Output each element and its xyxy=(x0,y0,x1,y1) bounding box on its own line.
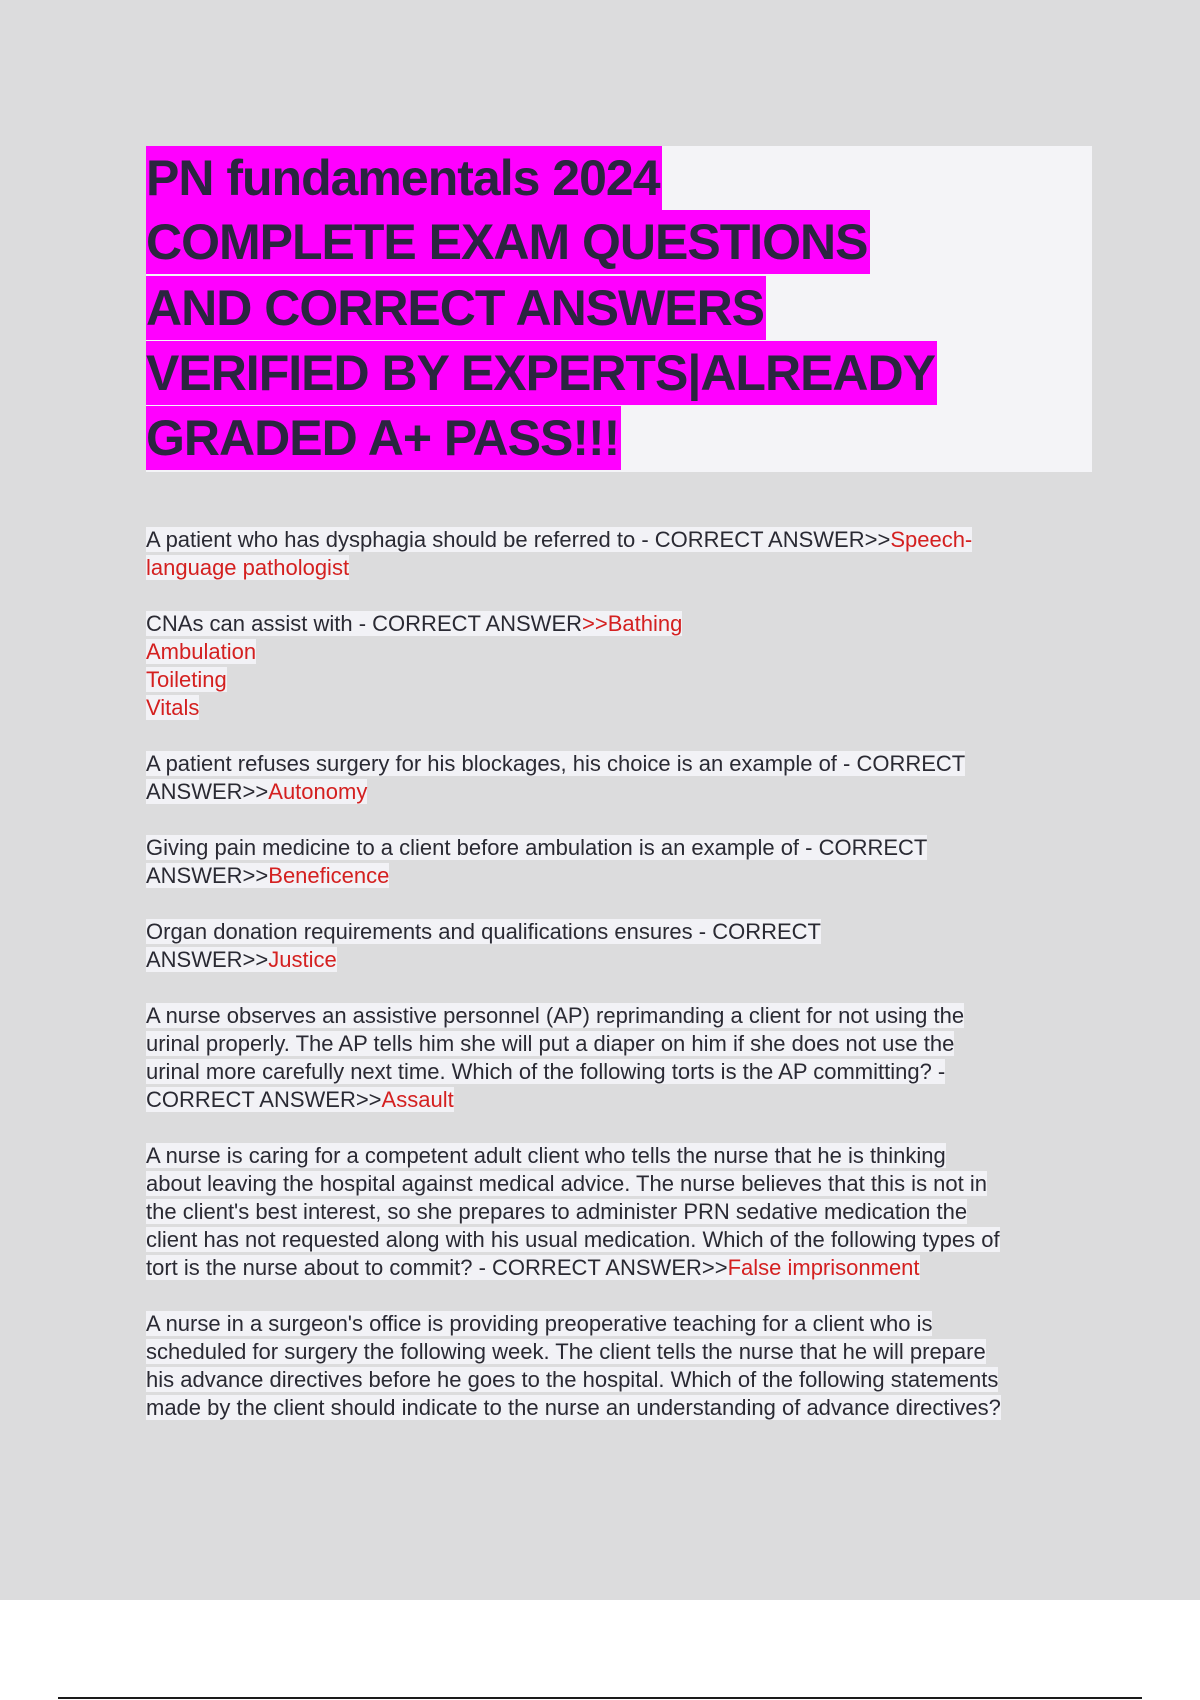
answer-text: False imprisonment xyxy=(727,1255,920,1280)
answer-text: >>Bathing xyxy=(582,611,683,636)
qa-line xyxy=(146,834,1086,862)
title-line: PN fundamentals 2024 xyxy=(146,146,662,210)
question-text: his advance directives before he goes to the hospital. Which of the following statements xyxy=(146,1367,999,1392)
qa-line xyxy=(146,862,1086,890)
qa-line xyxy=(146,750,1086,778)
question-text: A nurse in a surgeon's office is providing preoperative teaching for a client who is xyxy=(146,1311,933,1336)
question-text: ANSWER>> xyxy=(146,863,269,888)
answer-text: Speech- xyxy=(890,527,973,552)
qa-line xyxy=(146,1002,1086,1030)
title-line: VERIFIED BY EXPERTS|ALREADY xyxy=(146,341,937,405)
qa-item xyxy=(146,1310,1086,1422)
question-text: scheduled for surgery the following week. The client tells the nurse that he will prepare xyxy=(146,1339,986,1364)
qa-line xyxy=(146,1058,1086,1086)
qa-line xyxy=(146,1366,1086,1394)
qa-line xyxy=(146,1338,1086,1366)
answer-text: Toileting xyxy=(146,667,227,692)
qa-item xyxy=(146,526,1086,582)
question-text: A nurse observes an assistive personnel (AP) reprimanding a client for not using the xyxy=(146,1003,965,1028)
answer-text: Ambulation xyxy=(146,639,257,664)
qa-line xyxy=(146,1226,1086,1254)
qa-item xyxy=(146,1002,1086,1114)
question-text: tort is the nurse about to commit? - CORRECT ANSWER>> xyxy=(146,1255,728,1280)
qa-line xyxy=(146,1254,1086,1282)
question-text: CNAs can assist with - CORRECT ANSWER xyxy=(146,611,583,636)
question-text: Organ donation requirements and qualifications ensures - CORRECT xyxy=(146,919,821,944)
qa-line xyxy=(146,694,1086,722)
qa-item xyxy=(146,1142,1086,1282)
question-text: A nurse is caring for a competent adult client who tells the nurse that he is thinking xyxy=(146,1143,946,1168)
answer-text: Justice xyxy=(268,947,337,972)
qa-line xyxy=(146,554,1086,582)
question-text: A patient refuses surgery for his blockages, his choice is an example of - CORRECT xyxy=(146,751,966,776)
question-text: about leaving the hospital against medical advice. The nurse believes that this is not in xyxy=(146,1171,987,1196)
answer-text: language pathologist xyxy=(146,555,350,580)
qa-line xyxy=(146,1310,1086,1338)
qa-line xyxy=(146,666,1086,694)
qa-item xyxy=(146,834,1086,890)
question-text: CORRECT ANSWER>> xyxy=(146,1087,382,1112)
footer-divider xyxy=(58,1697,1142,1699)
question-text: the client's best interest, so she prepares to administer PRN sedative medication the xyxy=(146,1199,968,1224)
qa-line xyxy=(146,1198,1086,1226)
qa-line xyxy=(146,638,1086,666)
question-answer-list xyxy=(146,526,1086,1450)
qa-line xyxy=(146,1394,1086,1422)
question-text: A patient who has dysphagia should be referred to - CORRECT ANSWER>> xyxy=(146,527,891,552)
qa-line xyxy=(146,526,1086,554)
qa-line xyxy=(146,1030,1086,1058)
answer-text: Autonomy xyxy=(268,779,368,804)
qa-line xyxy=(146,1170,1086,1198)
qa-line xyxy=(146,1086,1086,1114)
question-text: urinal properly. The AP tells him she will put a diaper on him if she does not use the xyxy=(146,1031,955,1056)
question-text: ANSWER>> xyxy=(146,947,269,972)
qa-line xyxy=(146,918,1086,946)
qa-line xyxy=(146,946,1086,974)
qa-item xyxy=(146,750,1086,806)
question-text: client has not requested along with his usual medication. Which of the following types of xyxy=(146,1227,1000,1252)
title-line: GRADED A+ PASS!!! xyxy=(146,406,621,470)
qa-item xyxy=(146,610,1086,722)
title-line: COMPLETE EXAM QUESTIONS xyxy=(146,210,870,274)
question-text: made by the client should indicate to the nurse an understanding of advance directives? xyxy=(146,1395,1001,1420)
answer-text: Vitals xyxy=(146,695,200,720)
qa-line xyxy=(146,1142,1086,1170)
qa-item xyxy=(146,918,1086,974)
question-text: urinal more carefully next time. Which of the following torts is the AP committing? - xyxy=(146,1059,946,1084)
document-title xyxy=(146,146,1092,472)
answer-text: Assault xyxy=(381,1087,454,1112)
qa-line xyxy=(146,778,1086,806)
question-text: ANSWER>> xyxy=(146,779,269,804)
question-text: Giving pain medicine to a client before ambulation is an example of - CORRECT xyxy=(146,835,928,860)
title-line: AND CORRECT ANSWERS xyxy=(146,276,766,340)
qa-line xyxy=(146,610,1086,638)
answer-text: Beneficence xyxy=(268,863,390,888)
